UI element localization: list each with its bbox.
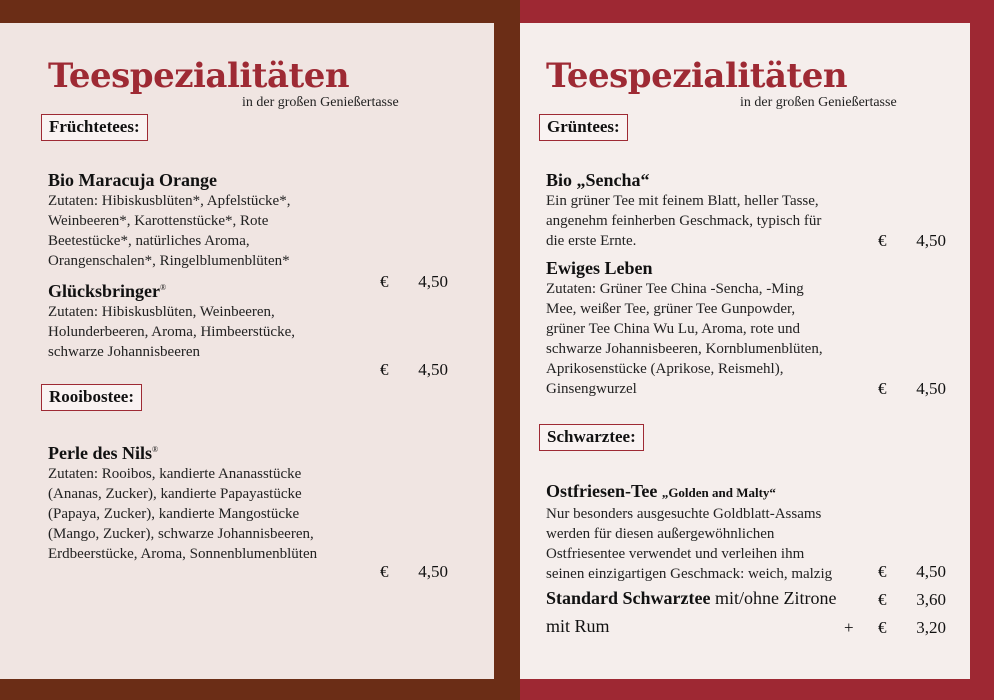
currency-symbol: €: [878, 562, 887, 581]
item-description: Ein grüner Tee mit feinem Blatt, heller Tasse, angenehm feinherben Geschmack, typisch für die erste Ernte.: [546, 193, 822, 249]
item-name: mit Rum: [546, 616, 610, 636]
item-name: Standard Schwarztee: [546, 588, 711, 608]
item-price: 4,50: [418, 272, 448, 291]
item-price: 3,20: [916, 618, 946, 637]
item-name-suffix: „Golden and Malty“: [661, 485, 776, 500]
item-price: 4,50: [916, 231, 946, 250]
menu-item-bio-sencha: [546, 169, 876, 251]
page-title: Teespezialitäten: [546, 56, 848, 96]
menu-item-gluecksbringer: [48, 277, 378, 362]
currency-symbol: €: [878, 231, 887, 250]
section-heading-schwarztee: Schwarztee:: [539, 424, 644, 451]
item-name: Bio Maracuja Orange: [48, 170, 217, 190]
menu-line-mit-rum: [546, 616, 610, 637]
currency-symbol: €: [878, 590, 887, 609]
page-title: Teespezialitäten: [48, 56, 350, 96]
right-menu-page: [520, 23, 970, 679]
page-subtitle: in der großen Genießertasse: [740, 95, 897, 110]
item-price: 4,50: [916, 562, 946, 581]
item-name-detail: mit/ohne Zitrone: [710, 588, 837, 608]
item-description: Zutaten: Hibiskusblüten, Weinbeeren, Holunderbeeren, Aroma, Himbeerstücke, schwarze Johannisbeeren: [48, 304, 295, 360]
registered-mark: ®: [151, 445, 159, 454]
currency-symbol: €: [878, 618, 887, 637]
currency-symbol: €: [380, 562, 389, 581]
menu-line-standard-schwarztee: [546, 588, 836, 609]
item-name: Perle des Nils®: [48, 443, 159, 463]
currency-symbol: €: [380, 272, 389, 291]
menu-item-perle-des-nils: [48, 439, 378, 564]
item-description: Zutaten: Grüner Tee China -Sencha, -Ming Mee, weißer Tee, grüner Tee Gunpowder, grüner Tee China Wu Lu, Aroma, rote und schwarze Johannisbeeren, Kornblumenblüten, Aprikosenstücke (Aprikose, Reismehl), Ginsengwurzel: [546, 281, 823, 397]
item-description: Zutaten: Hibiskusblüten*, Apfelstücke*, Weinbeeren*, Karottenstücke*, Rote Beetestücke*, natürliches Aroma, Orangenschalen*, Ringelblumenblüten*: [48, 193, 291, 269]
menu-item-bio-maracuja-orange: [48, 169, 378, 271]
currency-symbol: €: [878, 379, 887, 398]
item-description: Zutaten: Rooibos, kandierte Ananasstücke (Ananas, Zucker), kandierte Papayastücke (Papaya, Zucker), kandierte Mangostücke (Mango, Zucker), schwarze Johannisbeeren, Erdbeerstücke, Aroma, Sonnenblumenblüten: [48, 466, 318, 562]
item-name: Bio „Sencha“: [546, 170, 650, 190]
item-price: 4,50: [418, 562, 448, 581]
item-name: Ewiges Leben: [546, 258, 653, 278]
plus-sign: +: [844, 618, 854, 637]
item-price: 4,50: [418, 360, 448, 379]
menu-item-ewiges-leben: [546, 257, 876, 399]
left-menu-page: [0, 23, 494, 679]
item-name: Ostfriesen-Tee „Golden and Malty“: [546, 481, 776, 501]
registered-mark: ®: [160, 283, 167, 292]
section-heading-fruechtetees: Früchtetees:: [41, 114, 148, 141]
item-price: 3,60: [916, 590, 946, 609]
page-subtitle: in der großen Genießertasse: [242, 95, 399, 110]
item-name: Glücksbringer®: [48, 281, 167, 301]
section-heading-gruentees: Grüntees:: [539, 114, 628, 141]
section-heading-rooibostee: Rooibostee:: [41, 384, 142, 411]
item-price: 4,50: [916, 379, 946, 398]
currency-symbol: €: [380, 360, 389, 379]
item-description: Nur besonders ausgesuchte Goldblatt-Assams werden für diesen außergewöhnlichen Ostfriesentee verwendet und verleihen ihm seinen einzigartigen Geschmack: weich, malzig: [546, 506, 833, 582]
menu-item-ostfriesen-tee: [546, 480, 886, 584]
